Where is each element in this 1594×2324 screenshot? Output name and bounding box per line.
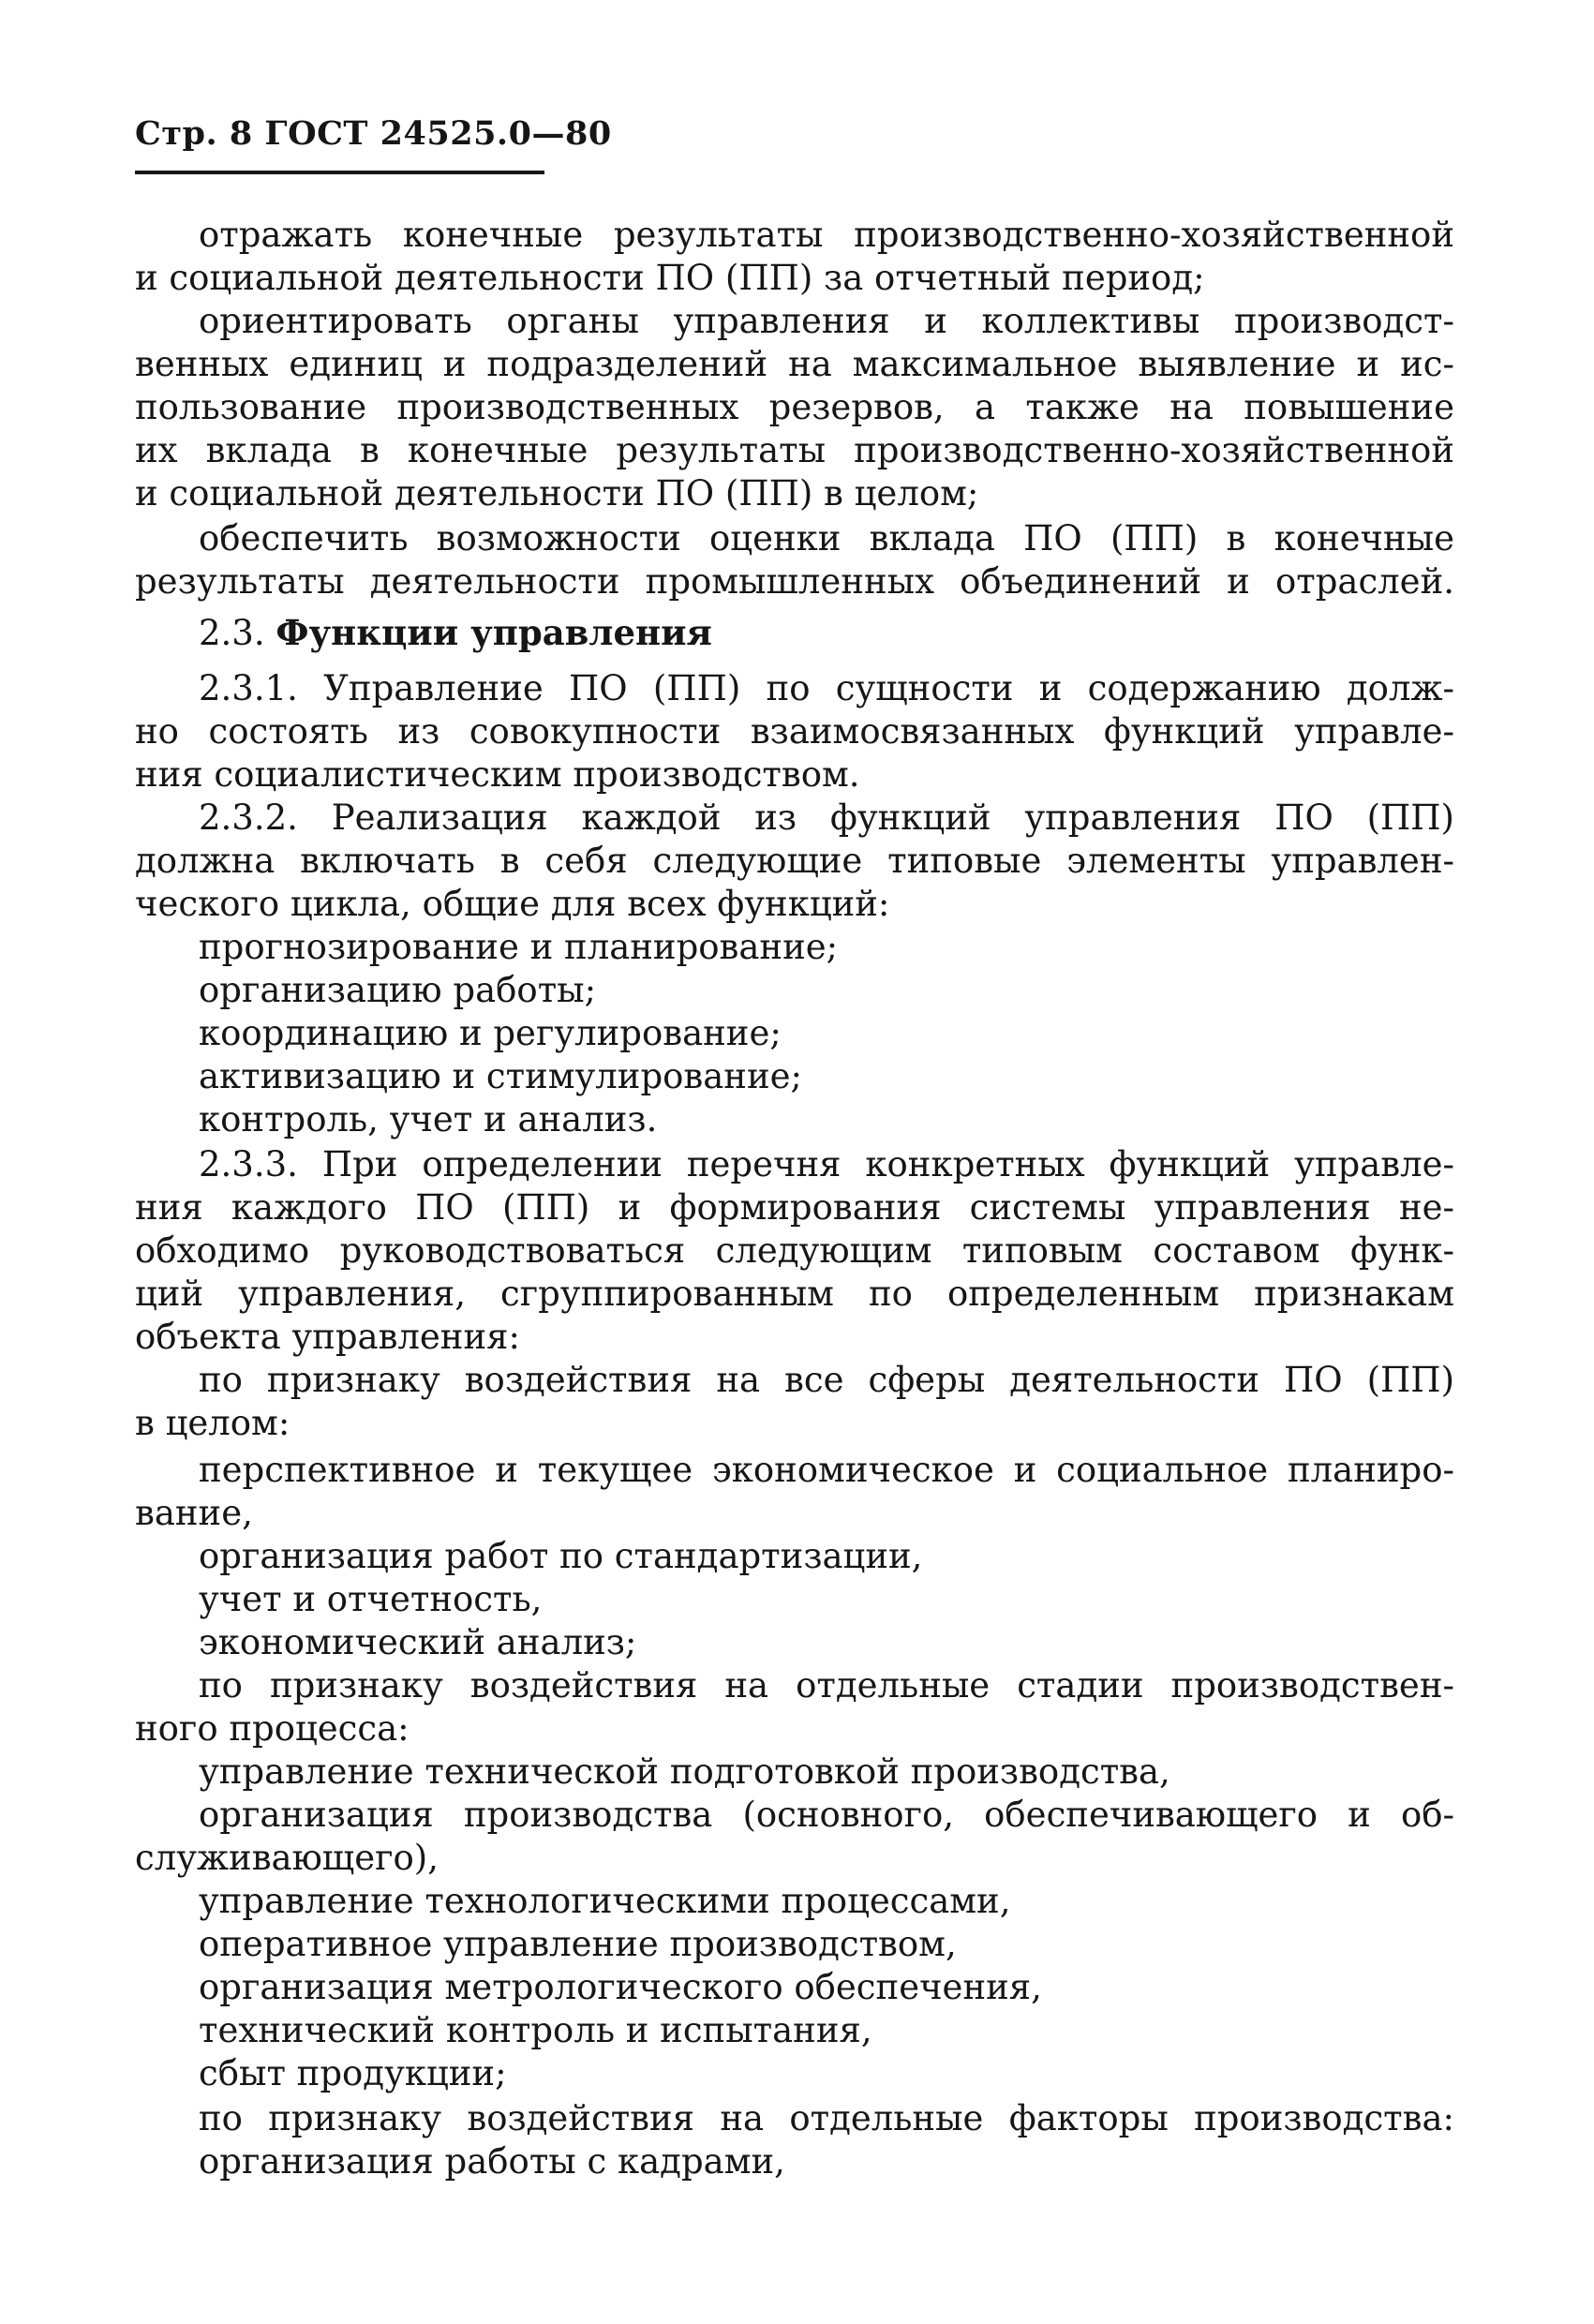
text-line: координацию и регулирование; (199, 1013, 782, 1053)
text-line: по признаку воздействия на все сферы деятельности ПО (ПП) (199, 1360, 1454, 1400)
text-line: 2.3.3. При определении перечня конкретных функций управле- (199, 1144, 1454, 1184)
text-line: сбыт продукции; (199, 2053, 507, 2093)
text-line: 2.3.1. Управление ПО (ПП) по сущности и содержанию долж- (199, 668, 1454, 708)
text-line: технический контроль и испытания, (199, 2010, 872, 2050)
text-line: по признаку воздействия на отдельные факторы производства: (199, 2098, 1454, 2138)
text-line: ния каждого ПО (ПП) и формирования системы управления не- (135, 1187, 1454, 1228)
text-line: их вклада в конечные результаты производственно-хозяйственной (135, 430, 1454, 470)
text-line: управление технологическими процессами, (199, 1881, 1011, 1921)
text-line: пользование производственных резервов, а также на повышение (135, 387, 1454, 427)
text-line: служивающего), (135, 1838, 439, 1878)
text-line: оперативное управление производством, (199, 1924, 957, 1964)
section-title: Функции управления (276, 612, 712, 653)
section-heading (199, 611, 712, 654)
text-line: организация производства (основного, обеспечивающего и об- (199, 1795, 1454, 1835)
text-line: организация работ по стандартизации, (199, 1536, 923, 1576)
text-line: организацию работы; (199, 970, 597, 1010)
text-line: 2.3.2. Реализация каждой из функций управления ПО (ПП) (199, 797, 1454, 838)
text-line: ций управления, сгруппированным по определенным признакам (135, 1274, 1454, 1314)
text-line: организация метрологического обеспечения, (199, 1967, 1042, 2007)
text-line: обходимо руководствоваться следующим типовым составом функ- (135, 1230, 1454, 1271)
text-line: контроль, учет и анализ. (199, 1099, 658, 1140)
text-line: ориентировать органы управления и коллективы производст- (199, 301, 1454, 341)
text-line: и социальной деятельности ПО (ПП) за отчетный период; (135, 258, 1205, 298)
text-line: учет и отчетность, (199, 1579, 543, 1619)
text-line: управление технической подготовкой производства, (199, 1751, 1170, 1792)
text-line: ного процесса: (135, 1708, 410, 1749)
text-line: по признаку воздействия на отдельные стадии производствен- (199, 1665, 1454, 1706)
text-line: прогнозирование и планирование; (199, 927, 839, 967)
text-line: объекта управления: (135, 1317, 520, 1357)
text-line: но состоять из совокупности взаимосвязанных функций управле- (135, 711, 1454, 752)
text-line: экономический анализ; (199, 1622, 637, 1662)
text-line: организация работы с кадрами, (199, 2141, 785, 2182)
page-header: Стр. 8 ГОСТ 24525.0—80 (135, 114, 612, 153)
text-line: активизацию и стимулирование; (199, 1056, 802, 1096)
text-line: венных единиц и подразделений на максимальное выявление и ис- (135, 344, 1454, 384)
text-line: обеспечить возможности оценки вклада ПО (ПП) в конечные (199, 518, 1454, 559)
text-line: отражать конечные результаты производственно-хозяйственной (199, 215, 1454, 255)
text-line: и социальной деятельности ПО (ПП) в целом; (135, 473, 979, 514)
text-line: должна включать в себя следующие типовые элементы управлен- (135, 841, 1454, 881)
section-number: 2.3. (199, 613, 276, 653)
text-line: результаты деятельности промышленных объединений и отраслей. (135, 561, 1454, 602)
text-line: перспективное и текущее экономическое и социальное планиро- (199, 1450, 1454, 1490)
text-line: в целом: (135, 1403, 290, 1443)
header-rule (135, 171, 544, 174)
text-line: ния социалистическим производством. (135, 754, 860, 795)
text-line: вание, (135, 1493, 253, 1533)
text-line: ческого цикла, общие для всех функций: (135, 884, 890, 924)
